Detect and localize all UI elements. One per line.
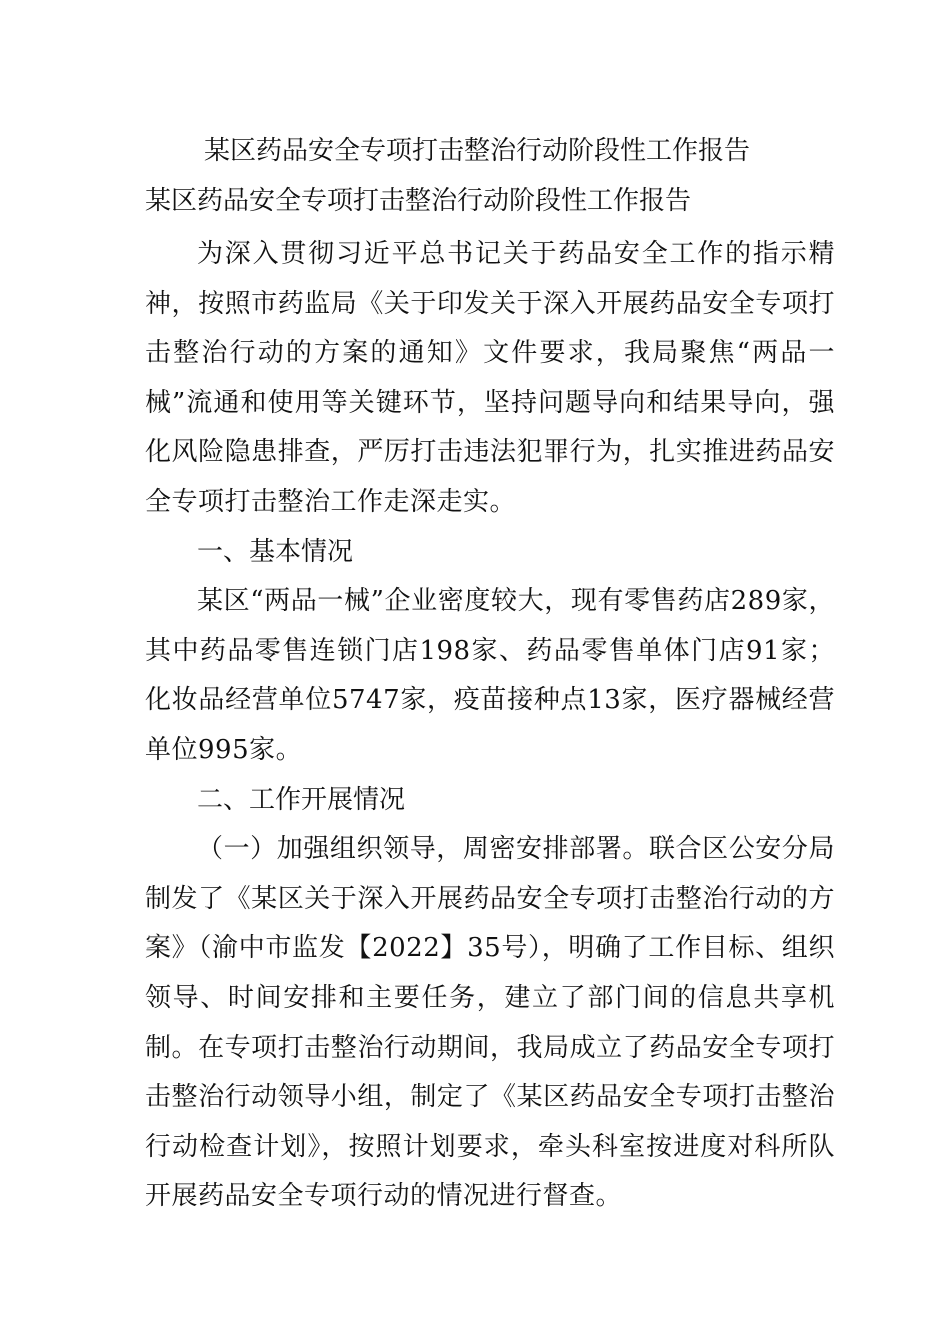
section-work-sub1-paragraph: （一）加强组织领导，周密安排部署。联合区公安分局制发了《某区关于深入开展药品安全专项打击整治行动的方案》（渝中市监发【2022】35号），明确了工作目标、组织领导、时间安排和主要任务，建立了部门间的信息共享机制。在专项打击整治行动期间，我局成立了药品安全专项打击整治行动领导小组，制定了《某区药品安全专项打击整治行动检查计划》，按照计划要求，牵头科室按进度对科所队开展药品安全专项行动的情况进行督查。	[145, 834, 835, 1212]
document-title: 某区药品安全专项打击整治行动阶段性工作报告	[204, 136, 751, 166]
section-heading-work: 二、工作开展情况	[197, 784, 406, 815]
intro-paragraph: 为深入贯彻习近平总书记关于药品安全工作的指示精神，按照市药监局《关于印发关于深入开展药品安全专项打击整治行动的方案的通知》文件要求，我局聚焦“两品一械”流通和使用等关键环节，坚持问题导向和结果导向，强化风险隐患排查，严厉打击违法犯罪行为，扎实推进药品安全专项打击整治工作走深走实。	[145, 239, 835, 517]
document-subtitle: 某区药品安全专项打击整治行动阶段性工作报告	[145, 186, 692, 216]
section-heading-basic: 一、基本情况	[197, 536, 354, 567]
section-basic-paragraph: 某区“两品一械”企业密度较大，现有零售药店289家，其中药品零售连锁门店198家、药品零售单体门店91家；化妆品经营单位5747家，疫苗接种点13家，医疗器械经营单位995家。	[145, 586, 835, 765]
document-body	[145, 230, 835, 1222]
